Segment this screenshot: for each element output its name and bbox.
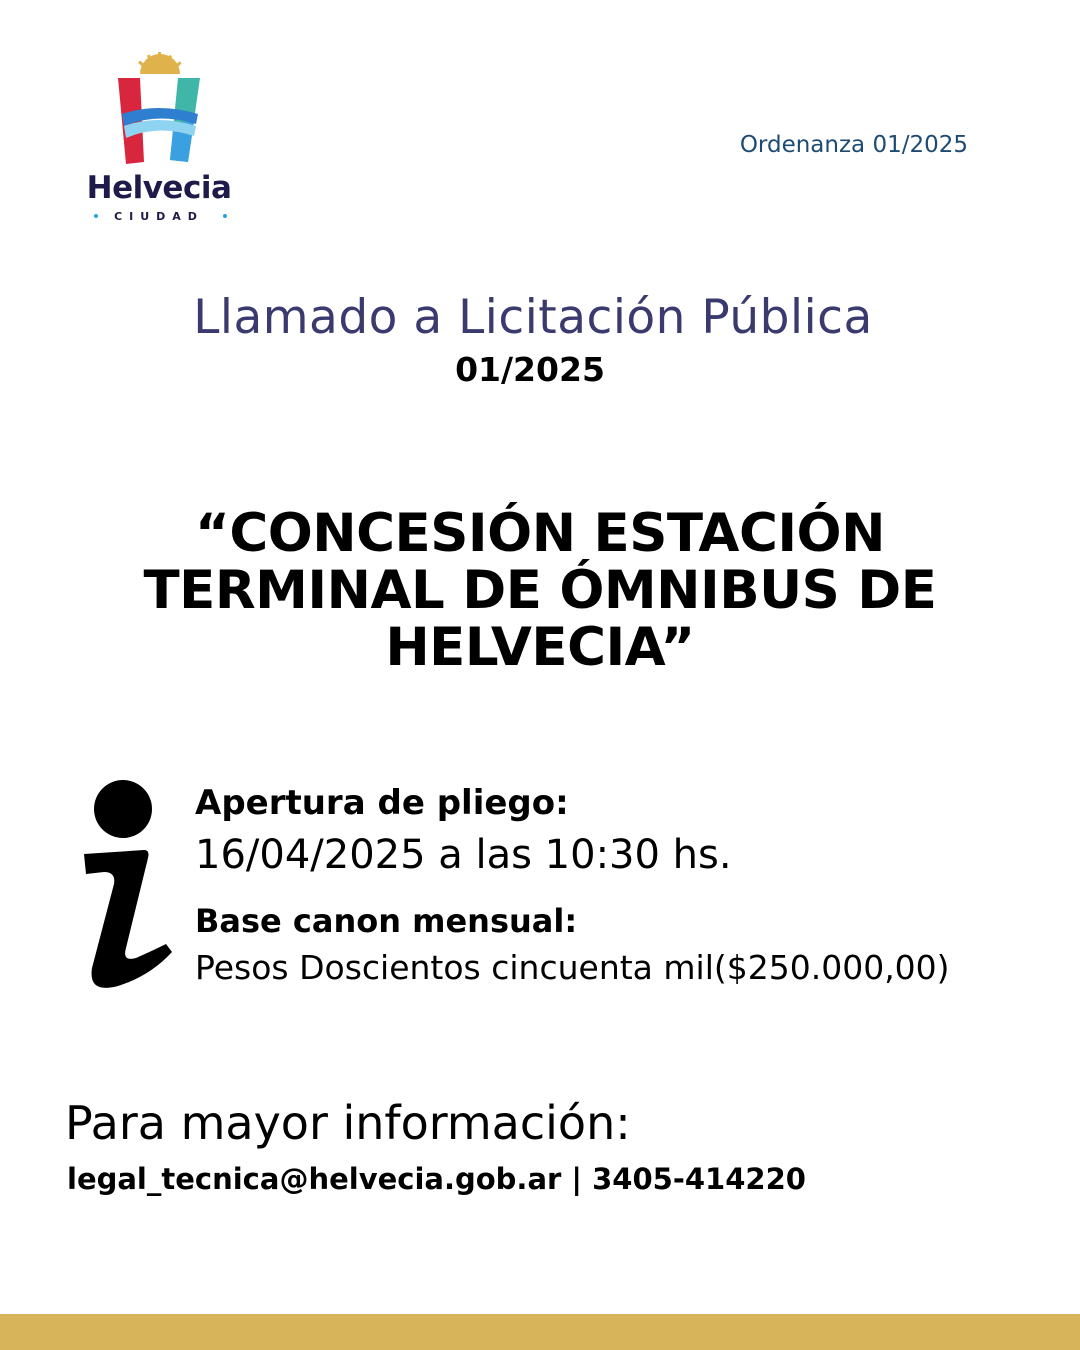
headline-line: “CONCESIÓN ESTACIÓN xyxy=(195,503,885,564)
call-title: Llamado a Licitación Pública xyxy=(193,290,873,345)
footer-bar xyxy=(0,1314,1080,1350)
headline-line: HELVECIA” xyxy=(385,617,695,678)
contact-details: legal_tecnica@helvecia.gob.ar | 3405-414220 xyxy=(67,1162,806,1196)
info-icon xyxy=(80,780,180,992)
more-info-title: Para mayor información: xyxy=(65,1096,631,1150)
opening-value: 16/04/2025 a las 10:30 hs. xyxy=(195,832,732,878)
canon-label: Base canon mensual: xyxy=(195,902,578,940)
headline-line: TERMINAL DE ÓMNIBUS DE xyxy=(143,560,937,621)
ordinance-number: Ordenanza 01/2025 xyxy=(739,132,968,158)
call-number: 01/2025 xyxy=(455,350,605,389)
helvecia-logo xyxy=(78,52,248,232)
headline xyxy=(60,505,1020,676)
logo-dot-icon xyxy=(223,214,227,218)
logo-subtitle: CIUDAD xyxy=(114,210,204,223)
logo-wordmark: Helvecia xyxy=(86,170,232,206)
canon-value: Pesos Doscientos cincuenta mil($250.000,00) xyxy=(195,948,950,987)
logo-h-icon xyxy=(78,52,248,172)
opening-label: Apertura de pliego: xyxy=(195,783,569,823)
